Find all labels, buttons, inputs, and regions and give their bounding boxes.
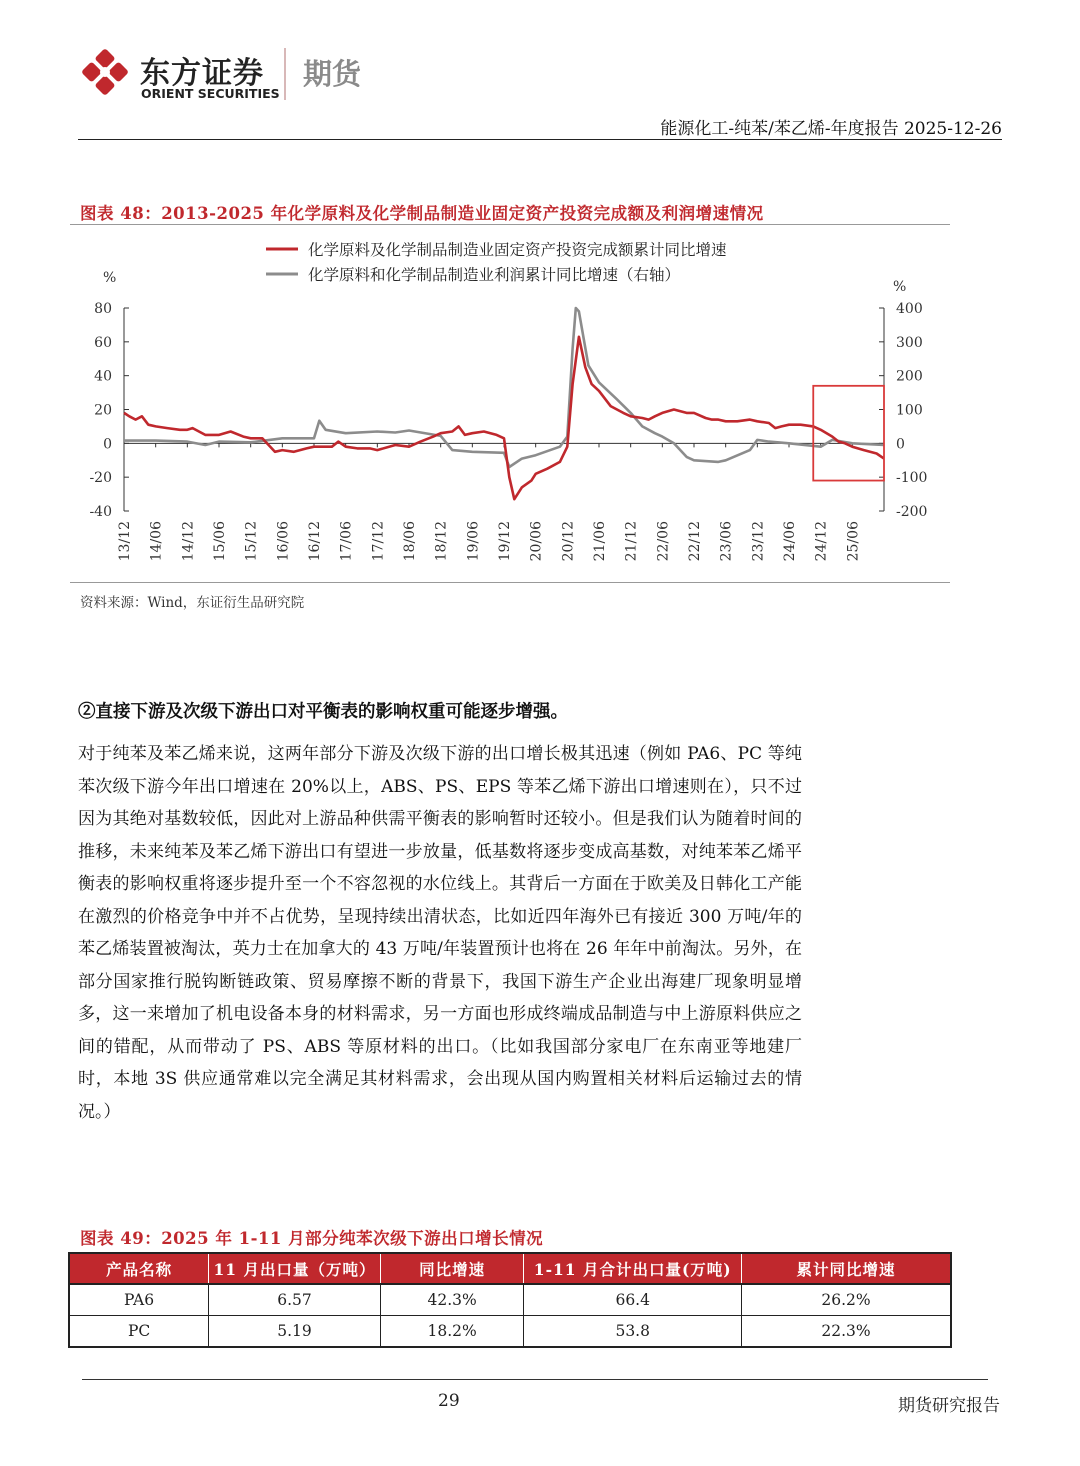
figure-49-title: 图表 49：2025 年 1-11 月部分纯苯次级下游出口增长情况 bbox=[80, 1229, 544, 1248]
x-tick-label: 19/12 bbox=[497, 521, 513, 562]
figure-48-source: 资料来源：Wind，东证衍生品研究院 bbox=[80, 595, 305, 611]
brand-name-cn: 东方证券 bbox=[140, 56, 264, 91]
x-tick-label: 21/06 bbox=[592, 521, 608, 562]
x-tick-label: 16/06 bbox=[275, 521, 292, 562]
left-tick-label: 60 bbox=[94, 334, 112, 351]
x-tick-label: 15/06 bbox=[212, 521, 228, 562]
x-tick-label: 14/06 bbox=[148, 521, 165, 562]
x-tick-label: 16/12 bbox=[307, 521, 323, 562]
brand-divider bbox=[284, 48, 286, 100]
cell-ytd-export: 66.4 bbox=[524, 1284, 741, 1316]
cell-nov-export: 6.57 bbox=[209, 1284, 381, 1316]
header-ytd-export: 1-11 月合计出口量(万吨) bbox=[524, 1253, 741, 1284]
cell-ytd-export: 53.8 bbox=[524, 1316, 741, 1348]
right-tick-label: 300 bbox=[896, 334, 923, 351]
left-axis-unit: % bbox=[103, 270, 117, 286]
cell-yoy: 18.2% bbox=[380, 1316, 524, 1348]
cell-product: PC bbox=[69, 1316, 209, 1348]
x-tick-label: 22/06 bbox=[655, 521, 672, 562]
left-tick-label: -40 bbox=[89, 504, 112, 520]
x-tick-label: 21/12 bbox=[623, 521, 640, 562]
x-tick-label: 20/12 bbox=[560, 521, 577, 562]
cell-yoy: 42.3% bbox=[380, 1284, 524, 1316]
legend-label-investment: 化学原料及化学制品制造业固定资产投资完成额累计同比增速 bbox=[308, 241, 727, 259]
cell-ytd-yoy: 22.3% bbox=[741, 1316, 951, 1348]
highlight-box bbox=[813, 386, 884, 481]
right-tick-label: -100 bbox=[896, 470, 928, 487]
x-tick-label: 24/12 bbox=[813, 521, 830, 562]
x-tick-label: 15/12 bbox=[243, 521, 260, 562]
x-tick-label: 18/12 bbox=[433, 521, 450, 562]
footer-report-type: 期货研究报告 bbox=[898, 1396, 1000, 1416]
cell-product: PA6 bbox=[69, 1284, 209, 1316]
figure-48-top-rule bbox=[70, 224, 950, 225]
brand-name-en: ORIENT SECURITIES bbox=[141, 86, 280, 101]
x-tick-label: 25/06 bbox=[845, 521, 862, 562]
x-tick-label: 23/06 bbox=[718, 521, 735, 562]
right-tick-label: -200 bbox=[896, 504, 928, 520]
table-row bbox=[69, 1284, 951, 1316]
figure-48-bottom-rule bbox=[70, 582, 950, 583]
header-yoy: 同比增速 bbox=[380, 1253, 524, 1284]
figure-48-title: 图表 48：2013-2025 年化学原料及化学制品制造业固定资产投资完成额及利润增速情况 bbox=[80, 204, 764, 223]
x-tick-label: 13/12 bbox=[117, 521, 133, 562]
report-title: 能源化工-纯苯/苯乙烯-年度报告 2025-12-26 bbox=[660, 119, 1002, 139]
export-growth-table bbox=[68, 1252, 952, 1348]
left-tick-label: 20 bbox=[94, 402, 112, 419]
figure-48-chart bbox=[70, 228, 950, 580]
legend-label-profit: 化学原料和化学制品制造业利润累计同比增速（右轴） bbox=[308, 266, 681, 284]
footer-divider bbox=[82, 1379, 988, 1380]
left-tick-label: 80 bbox=[94, 301, 112, 317]
cell-nov-export: 5.19 bbox=[209, 1316, 381, 1348]
header-ytd-yoy: 累计同比增速 bbox=[741, 1253, 951, 1284]
cell-ytd-yoy: 26.2% bbox=[741, 1284, 951, 1316]
x-tick-label: 17/12 bbox=[370, 521, 387, 562]
table-row bbox=[69, 1316, 951, 1348]
x-tick-label: 17/06 bbox=[338, 521, 355, 562]
header-nov-export: 11 月出口量（万吨） bbox=[209, 1253, 381, 1284]
right-tick-label: 200 bbox=[896, 368, 923, 385]
left-tick-label: 0 bbox=[103, 436, 112, 453]
header-divider bbox=[78, 139, 1002, 140]
brand-subtitle: 期货 bbox=[303, 57, 362, 91]
x-tick-label: 18/06 bbox=[402, 521, 418, 562]
body-paragraph: 对于纯苯及苯乙烯来说，这两年部分下游及次级下游的出口增长极其迅速（例如 PA6、PC 等纯苯次级下游今年出口增速在 20%以上，ABS、PS、EPS 等苯乙烯下游出口增速则在），只不过因为其绝对基数较低，因此对上游品种供需平衡表的影响暂时还较小。但是我们认为随着时间的推移，未来纯苯及苯乙烯下游出口有望进一步放量，低基数将逐步变成高基数，对纯苯苯乙烯平衡表的影响权重将逐步提升至一个不容忽视的水位线上。其背后一方面在于欧美及日韩化工产能在激烈的价格竞争中并不占优势，呈现持续出清状态，比如近四年海外已有接近 300 万吨/年的苯乙烯装置被淘汰，英力士在加拿大的 43 万吨/年装置预计也将在 26 年年中前淘汰。另外，在部分国家推行脱钩断链政策、贸易摩擦不断的背景下，我国下游生产企业出海建厂现象明显增多，这一来增加了机电设备本身的材料需求，另一方面也形成终端成品制造与中上游原料供应之间的错配，从而带动了 PS、ABS 等原材料的出口。（比如我国部分家电厂在东南亚等地建厂时，本地 3S 供应通常难以完全满足其材料需求，会出现从国内购置相关材料后运输过去的情况。） bbox=[78, 744, 802, 1122]
section-subheading: ②直接下游及次级下游出口对平衡表的影响权重可能逐步增强。 bbox=[78, 702, 568, 722]
left-tick-label: 40 bbox=[94, 368, 112, 385]
x-tick-label: 22/12 bbox=[687, 521, 703, 562]
right-tick-label: 100 bbox=[896, 402, 923, 419]
orient-securities-logo-icon bbox=[78, 45, 132, 99]
x-tick-label: 19/06 bbox=[465, 521, 482, 562]
right-axis-unit: % bbox=[893, 279, 907, 295]
right-tick-label: 400 bbox=[896, 301, 923, 317]
left-tick-label: -20 bbox=[89, 470, 112, 487]
x-tick-label: 14/12 bbox=[180, 521, 197, 562]
page-number: 29 bbox=[438, 1391, 460, 1411]
right-tick-label: 0 bbox=[896, 436, 905, 453]
x-tick-label: 24/06 bbox=[782, 521, 798, 562]
x-tick-label: 23/12 bbox=[750, 521, 767, 562]
table-header-row bbox=[69, 1253, 951, 1284]
series-line-investment bbox=[124, 337, 884, 499]
header-product: 产品名称 bbox=[69, 1253, 209, 1284]
x-tick-label: 20/06 bbox=[528, 521, 545, 562]
